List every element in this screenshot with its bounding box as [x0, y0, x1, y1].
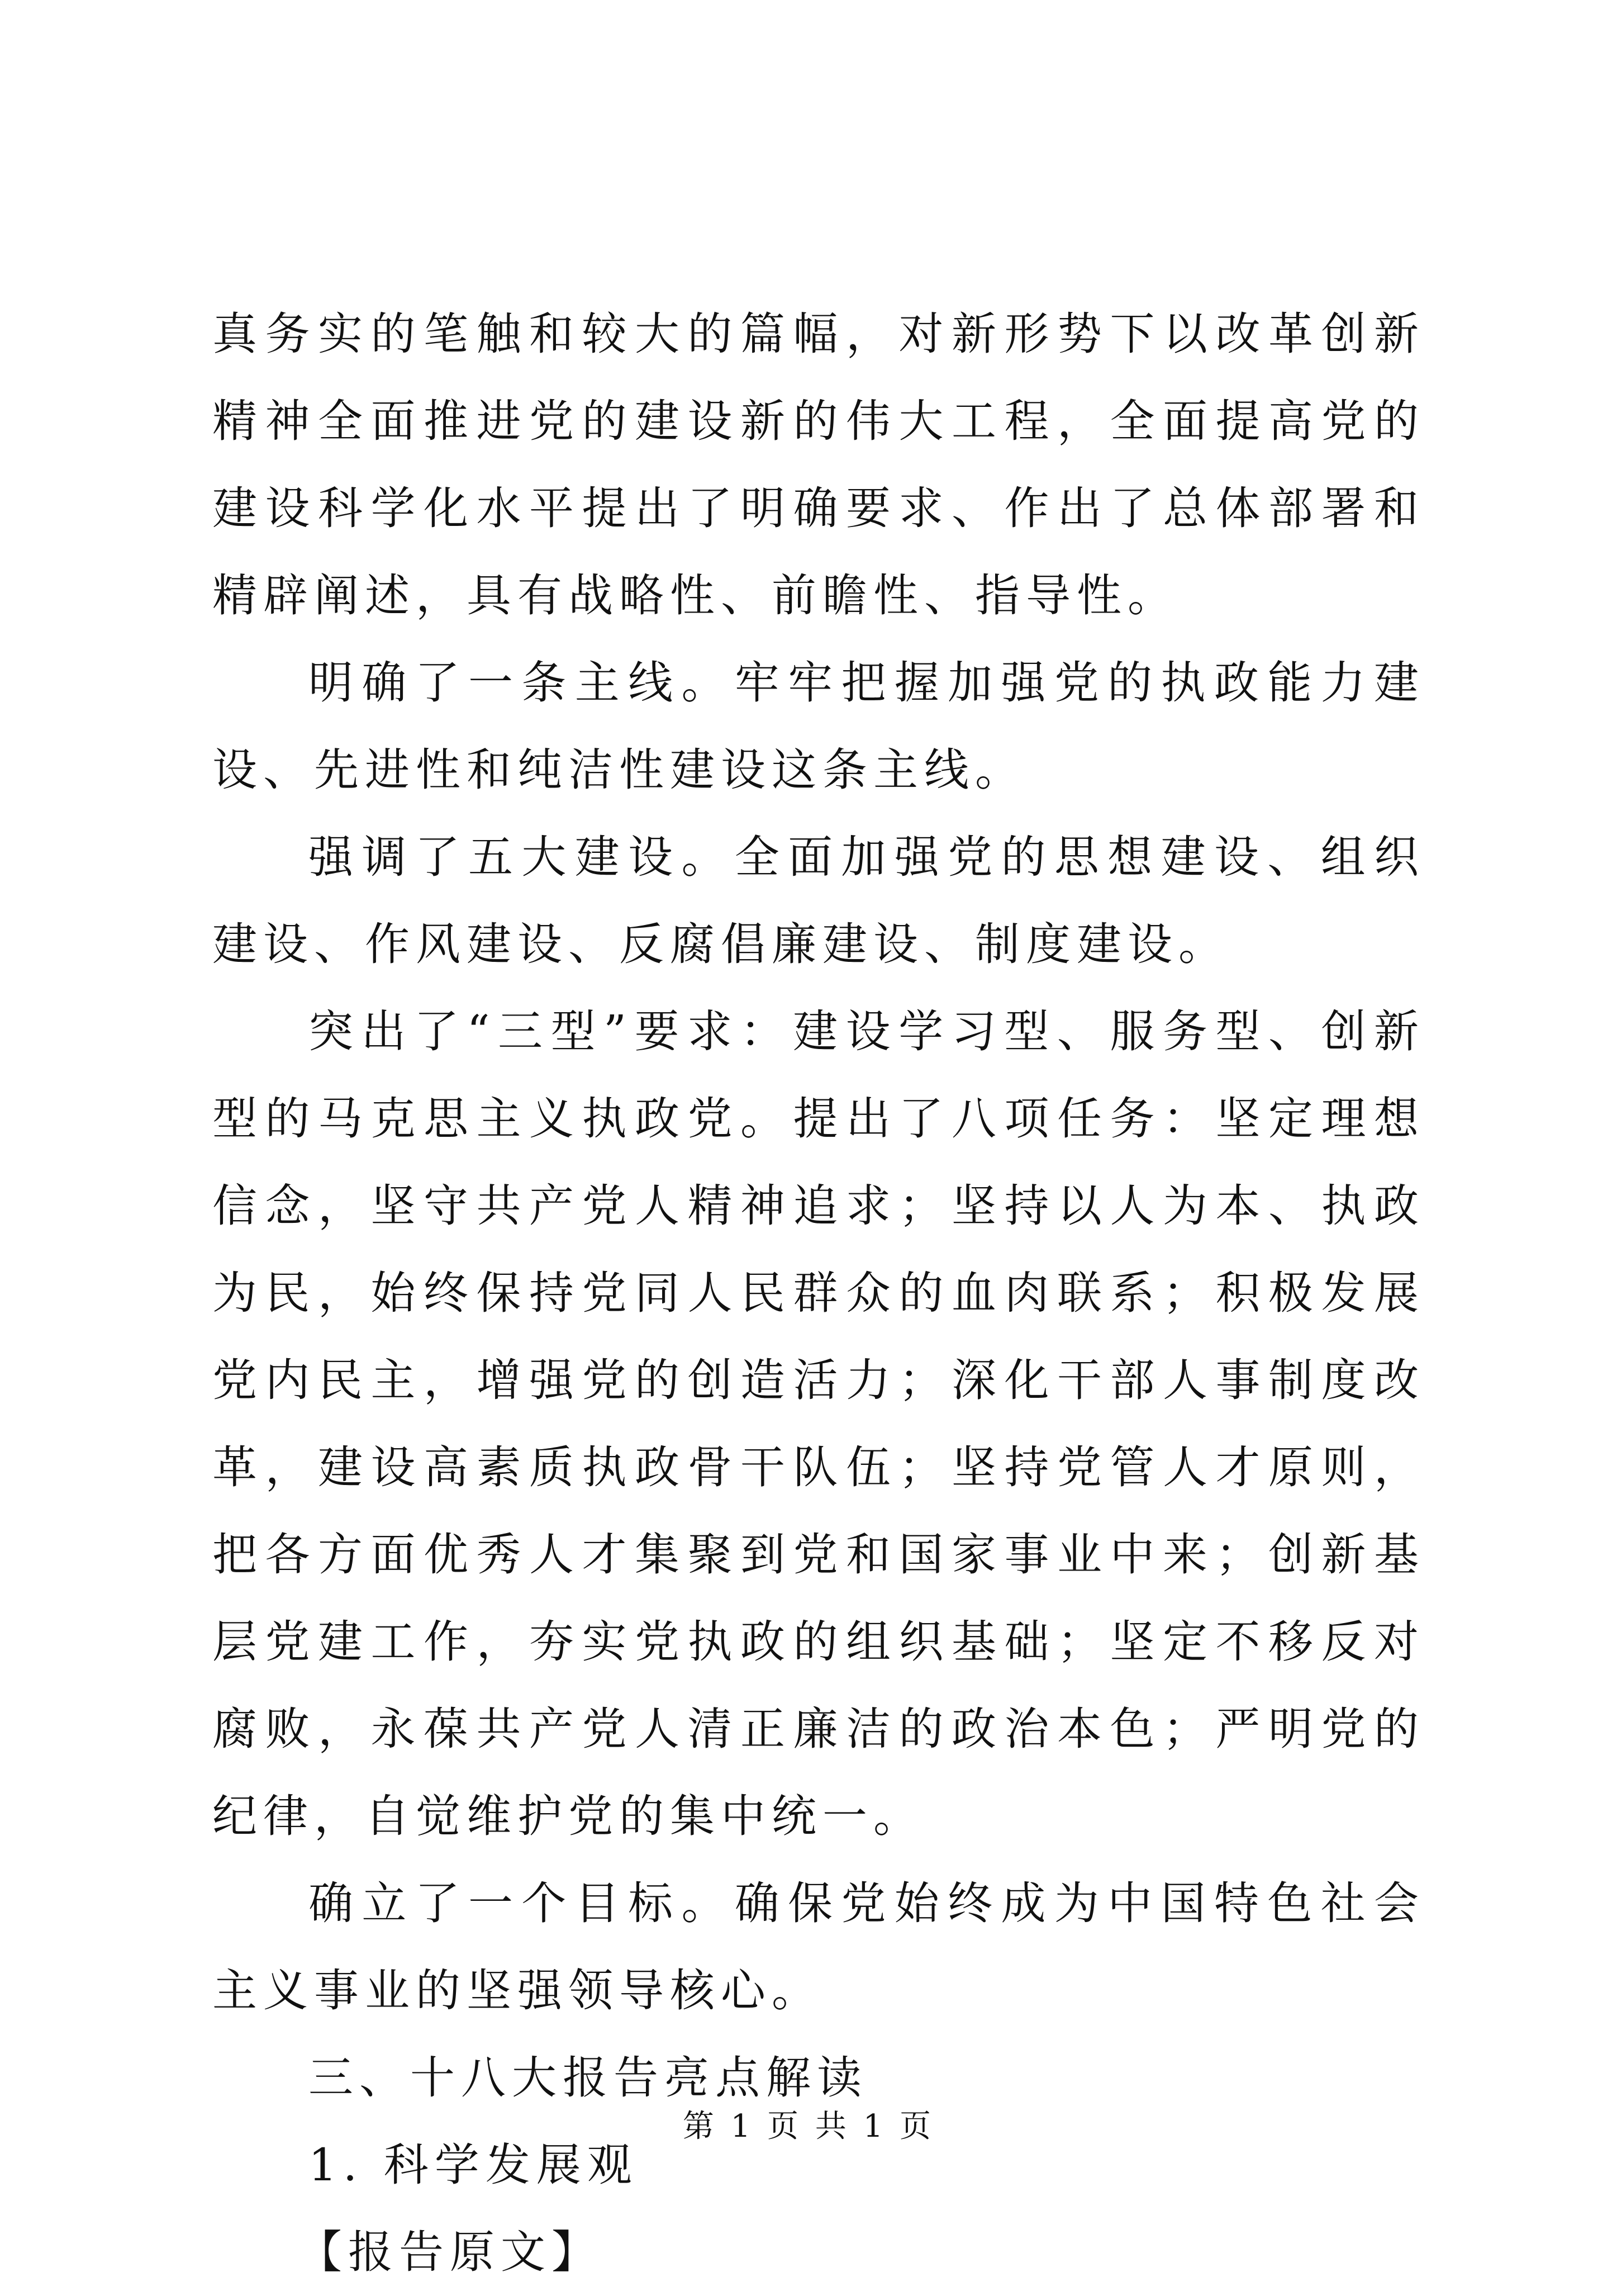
section-heading: 三、十八大报告亮点解读 — [308, 2052, 868, 2104]
paragraph-one-goal: 确立了一个目标。确保党始终成为中国特色社会主义事业的坚强领导核心。 — [212, 1877, 1425, 2017]
paragraph-continuation: 真务实的笔触和较大的篇幅，对新形势下以改革创新精神全面推进党的建设新的伟大工程，全面提高党的建设科学化水平提出了明确要求、作出了总体部署和精辟阐述，具有战略性、前瞻性、指导性。 — [212, 308, 1425, 622]
subsection-heading: 1. 科学发展观 — [308, 2139, 638, 2191]
paragraph-three-types: 突出了“三型”要求：建设学习型、服务型、创新型的马克思主义执政党。提出了八项任务：坚定理想信念，坚守共产党人精神追求；坚持以人为本、执政为民，始终保持党同人民群众的血肉联系；积极发展党内民主，增强党的创造活力；深化干部人事制度改革，建设高素质执政骨干队伍；坚持党管人才原则，把各方面优秀人才集聚到党和国家事业中来；创新基层党建工作，夯实党执政的组织基础；坚定不移反对腐败，永葆共产党人清正廉洁的政治本色；严明党的纪律，自觉维护党的集中统一。 — [212, 1005, 1425, 1842]
paragraph-main-line: 明确了一条主线。牢牢把握加强党的执政能力建设、先进性和纯洁性建设这条主线。 — [212, 657, 1425, 796]
document-body — [212, 291, 1425, 2296]
paragraph-five-constructions: 强调了五大建设。全面加强党的思想建设、组织建设、作风建设、反腐倡廉建设、制度建设。 — [212, 831, 1425, 970]
report-original-heading: 【报告原文】 — [297, 2226, 602, 2278]
page-footer: 第 1 页 共 1 页 — [682, 2108, 935, 2145]
